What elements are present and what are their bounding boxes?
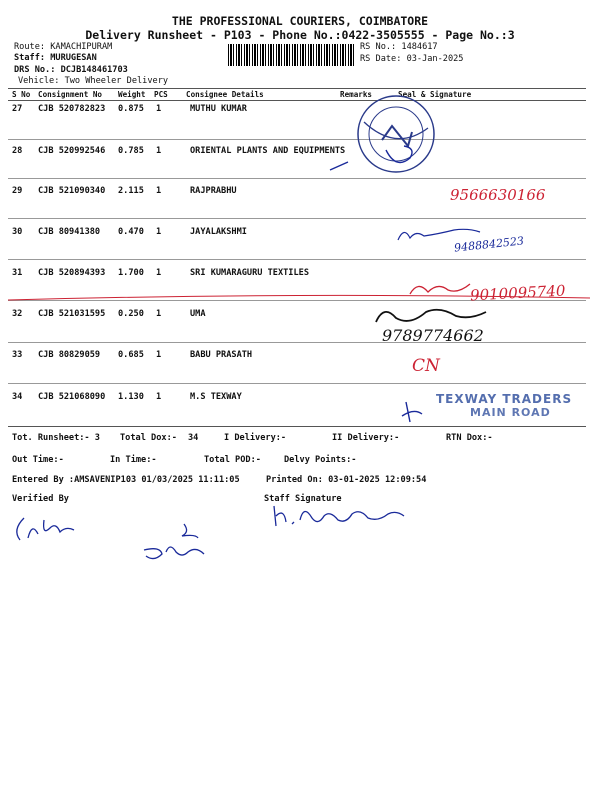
row-pcs: 1 (156, 350, 162, 360)
row-sno: 32 (12, 309, 23, 319)
row-sno: 30 (12, 227, 23, 237)
row-weight: 1.700 (118, 268, 144, 278)
delvy-points: Delvy Points:- (284, 455, 357, 465)
verified-signature (10, 512, 80, 548)
company-stamp: TEXWAY TRADERS (436, 392, 573, 406)
handwritten-phone: 9488842523 (453, 234, 525, 255)
row-pcs: 1 (156, 104, 162, 114)
col-remarks: Remarks (340, 90, 373, 99)
row-consignee: BABU PRASATH (190, 350, 253, 360)
row-pcs: 1 (156, 268, 162, 278)
row-divider (8, 178, 586, 179)
out-time: Out Time:- (12, 455, 64, 465)
handwritten-phone: 9010095740 (469, 281, 566, 305)
row-consignee: UMA (190, 309, 206, 319)
row-divider (8, 259, 586, 260)
row-weight: 1.130 (118, 392, 144, 402)
rs-date: RS Date: 03-Jan-2025 (360, 54, 464, 64)
ii-delivery: II Delivery:- (332, 433, 400, 443)
col-seal: Seal & Signature (398, 90, 472, 99)
col-pcs: PCS (154, 90, 168, 99)
row-weight: 0.470 (118, 227, 144, 237)
total-pod: Total POD:- (204, 455, 261, 465)
staff-signature-label: Staff Signature (264, 494, 342, 504)
col-consignment: Consignment No (38, 90, 103, 99)
handwritten-phone: 9789774662 (382, 326, 484, 345)
printed-on: Printed On: 03-01-2025 12:09:54 (266, 475, 427, 485)
row-sno: 27 (12, 104, 23, 114)
row-weight: 0.250 (118, 309, 144, 319)
rtn-dox: RTN Dox:- (446, 433, 493, 443)
barcode (228, 44, 356, 66)
drs-number: DRS No.: DCJB148461703 (14, 65, 128, 75)
runsheet-subtitle: Delivery Runsheet - P103 - Phone No.:0422-3505555 - Page No.:3 (85, 28, 515, 42)
company-stamp-address: MAIN ROAD (470, 406, 551, 419)
row-consignment: CJB 80829059 (38, 350, 101, 360)
row-consignment: CJB 521090340 (38, 186, 106, 196)
row-weight: 0.875 (118, 104, 144, 114)
red-strike-line (0, 290, 600, 304)
signature-scribble (398, 400, 426, 426)
table-bottom-rule (8, 426, 586, 427)
row-divider (8, 139, 586, 140)
row-consignee: JAYALAKSHMI (190, 227, 247, 237)
row-consignee: RAJPRABHU (190, 186, 237, 196)
col-sno: S No (12, 90, 31, 99)
row-consignment: CJB 521031595 (38, 309, 106, 319)
row-pcs: 1 (156, 309, 162, 319)
signature-scribble (394, 222, 484, 246)
row-pcs: 1 (156, 392, 162, 402)
route-label: Route: KAMACHIPURAM (14, 42, 113, 52)
company-title: THE PROFESSIONAL COURIERS, COIMBATORE (171, 14, 429, 28)
row-weight: 2.115 (118, 186, 144, 196)
row-pcs: 1 (156, 146, 162, 156)
row-weight: 0.785 (118, 146, 144, 156)
total-dox-value: 34 (188, 433, 199, 443)
total-dox-label: Total Dox:- (120, 433, 177, 443)
row-consignee: SRI KUMARAGURU TEXTILES (190, 268, 309, 278)
vehicle-label: Vehicle: Two Wheeler Delivery (18, 76, 169, 86)
row-pcs: 1 (156, 186, 162, 196)
row-consignee: MUTHU KUMAR (190, 104, 247, 114)
staff-label: Staff: MURUGESAN (14, 53, 97, 63)
row-divider (8, 218, 586, 219)
rs-number: RS No.: 1484617 (360, 42, 438, 52)
col-weight: Weight (118, 90, 146, 99)
header-bottom-rule (8, 100, 586, 101)
row-sno: 29 (12, 186, 23, 196)
row-divider (8, 342, 586, 343)
entered-by: Entered By :AMSAVENIP103 01/03/2025 11:11:05 (12, 475, 240, 485)
row-sno: 34 (12, 392, 23, 402)
i-delivery: I Delivery:- (224, 433, 287, 443)
verified-signature (140, 522, 210, 566)
row-consignment: CJB 520894393 (38, 268, 106, 278)
row-pcs: 1 (156, 227, 162, 237)
handwritten-note: CN (412, 356, 440, 376)
row-consignment: CJB 520992546 (38, 146, 106, 156)
row-consignee: M.S TEXWAY (190, 392, 242, 402)
signature-scribble (326, 140, 426, 180)
row-sno: 28 (12, 146, 23, 156)
row-consignment: CJB 520782823 (38, 104, 106, 114)
row-consignee: ORIENTAL PLANTS AND EQUIPMENTS (190, 146, 346, 156)
header-top-rule (8, 88, 586, 89)
col-consignee: Consignee Details (186, 90, 264, 99)
staff-signature (268, 502, 408, 532)
row-sno: 31 (12, 268, 23, 278)
total-runsheet: Tot. Runsheet:- 3 (12, 433, 100, 443)
row-sno: 33 (12, 350, 23, 360)
row-consignment: CJB 521068090 (38, 392, 106, 402)
row-weight: 0.685 (118, 350, 144, 360)
row-consignment: CJB 80941380 (38, 227, 101, 237)
row-divider (8, 383, 586, 384)
handwritten-phone: 9566630166 (450, 186, 546, 204)
verified-by: Verified By (12, 494, 69, 504)
in-time: In Time:- (110, 455, 157, 465)
